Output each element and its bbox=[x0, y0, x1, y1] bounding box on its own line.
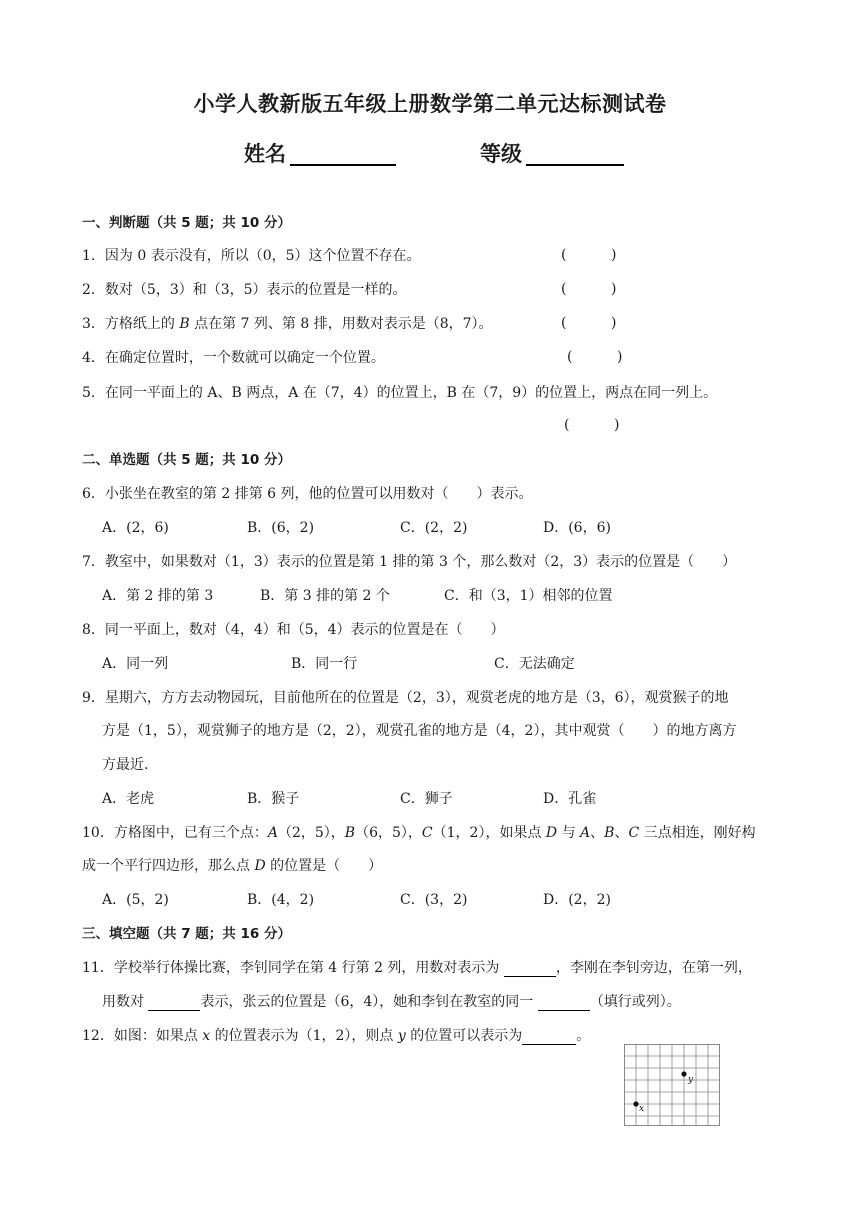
point-x bbox=[633, 1101, 638, 1106]
point-x-label: x bbox=[639, 1104, 645, 1114]
name-blank[interactable] bbox=[290, 164, 396, 166]
answer-paren-3[interactable]: ( ) bbox=[561, 315, 617, 331]
question-2: 2．数对（5，3）和（3，5）表示的位置是一样的。 bbox=[82, 282, 407, 298]
q7-option-b[interactable]: B．第 3 排的第 2 个 bbox=[260, 588, 390, 604]
q6-option-b[interactable]: B．(6，2) bbox=[247, 520, 315, 536]
question-3: 3．方格纸上的 B 点在第 7 列、第 8 排，用数对表示是（8，7）。 bbox=[82, 316, 493, 332]
q10-option-c[interactable]: C．(3，2) bbox=[400, 892, 468, 908]
question-4: 4．在确定位置时，一个数就可以确定一个位置。 bbox=[82, 350, 385, 366]
q11-blank-2[interactable] bbox=[148, 995, 200, 1011]
q6-option-d[interactable]: D．(6，6) bbox=[543, 520, 611, 536]
page-title: 小学人教新版五年级上册数学第二单元达标测试卷 bbox=[193, 92, 667, 116]
q9-option-d[interactable]: D．孔雀 bbox=[543, 791, 597, 807]
question-1: 1．因为 0 表示没有，所以（0，5）这个位置不存在。 bbox=[82, 248, 421, 264]
section-heading-judge: 一、判断题（共 5 题；共 10 分） bbox=[82, 215, 291, 231]
q7-option-c[interactable]: C．和（3，1）相邻的位置 bbox=[444, 588, 613, 604]
point-b-label: B bbox=[179, 316, 190, 332]
q6-option-c[interactable]: C．(2，2) bbox=[400, 520, 468, 536]
q8-option-c[interactable]: C．无法确定 bbox=[494, 656, 575, 672]
answer-paren-5[interactable]: ( ) bbox=[564, 417, 620, 433]
question-10-line1: 10．方格图中，已有三个点：A（2，5），B（6，5），C（1，2），如果点 D 与 A、B、C 三点相连，刚好构 bbox=[82, 825, 756, 841]
question-7: 7．教室中，如果数对（1，3）表示的位置是第 1 排的第 3 个，那么数对（2，3）表示的位置是（ ） bbox=[82, 554, 737, 570]
q10-option-d[interactable]: D．(2，2) bbox=[543, 892, 611, 908]
grade-blank[interactable] bbox=[526, 164, 624, 166]
point-y bbox=[681, 1071, 686, 1076]
name-label: 姓名 bbox=[244, 142, 286, 166]
question-8: 8．同一平面上，数对（4，4）和（5，4）表示的位置是在（ ） bbox=[82, 622, 505, 638]
q11-blank-1[interactable] bbox=[504, 961, 556, 977]
question-12: 12．如图：如果点 x 的位置表示为（1，2），则点 y 的位置可以表示为 。 bbox=[82, 1028, 591, 1044]
q9-option-b[interactable]: B．猴子 bbox=[247, 791, 300, 807]
question-11-line1: 11．学校举行体操比赛，李钊同学在第 4 行第 2 列，用数对表示为 ，李刚在李钊旁边，在第一列， bbox=[82, 960, 752, 976]
question-10-line2: 成一个平行四边形，那么点 D 的位置是（ ） bbox=[82, 858, 383, 874]
q6-option-a[interactable]: A．(2，6) bbox=[102, 520, 169, 536]
q10-option-b[interactable]: B．(4，2) bbox=[247, 892, 315, 908]
section-heading-fill: 三、填空题（共 7 题；共 16 分） bbox=[82, 926, 291, 942]
q9-option-a[interactable]: A．老虎 bbox=[102, 791, 155, 807]
question-9-line2: 方是（1，5），观赏狮子的地方是（2，2），观赏孔雀的地方是（4，2），其中观赏（ ）的地方离方 bbox=[102, 723, 737, 739]
q9-option-c[interactable]: C．狮子 bbox=[400, 791, 453, 807]
answer-paren-1[interactable]: ( ) bbox=[561, 247, 617, 263]
question-6: 6．小张坐在教室的第 2 排第 6 列，他的位置可以用数对（ ）表示。 bbox=[82, 486, 533, 502]
answer-paren-2[interactable]: ( ) bbox=[561, 281, 617, 297]
q8-option-a[interactable]: A．同一列 bbox=[102, 656, 169, 672]
grade-label: 等级 bbox=[480, 142, 522, 166]
q12-blank[interactable] bbox=[522, 1029, 576, 1045]
q8-option-b[interactable]: B．同一行 bbox=[291, 656, 358, 672]
question-11-line2: 用数对 表示，张云的位置是（6，4），她和李钊在教室的同一 （填行或列）。 bbox=[102, 994, 681, 1010]
question-9-line3: 方最近. bbox=[102, 757, 149, 773]
answer-paren-4[interactable]: ( ) bbox=[567, 349, 623, 365]
point-y-label: y bbox=[688, 1075, 694, 1085]
question-9-line1: 9．星期六，方方去动物园玩，目前他所在的位置是（2，3），观赏老虎的地方是（3，6），观赏猴子的地 bbox=[82, 690, 729, 706]
q7-option-a[interactable]: A．第 2 排的第 3 bbox=[102, 588, 214, 604]
question-5: 5．在同一平面上的 A、B 两点，A 在（7，4）的位置上，B 在（7，9）的位置上，两点在同一列上。 bbox=[82, 385, 718, 401]
q11-blank-3[interactable] bbox=[538, 995, 590, 1011]
coordinate-grid-figure bbox=[624, 1044, 720, 1126]
q10-option-a[interactable]: A．(5，2) bbox=[102, 892, 169, 908]
section-heading-choice: 二、单选题（共 5 题；共 10 分） bbox=[82, 452, 291, 468]
